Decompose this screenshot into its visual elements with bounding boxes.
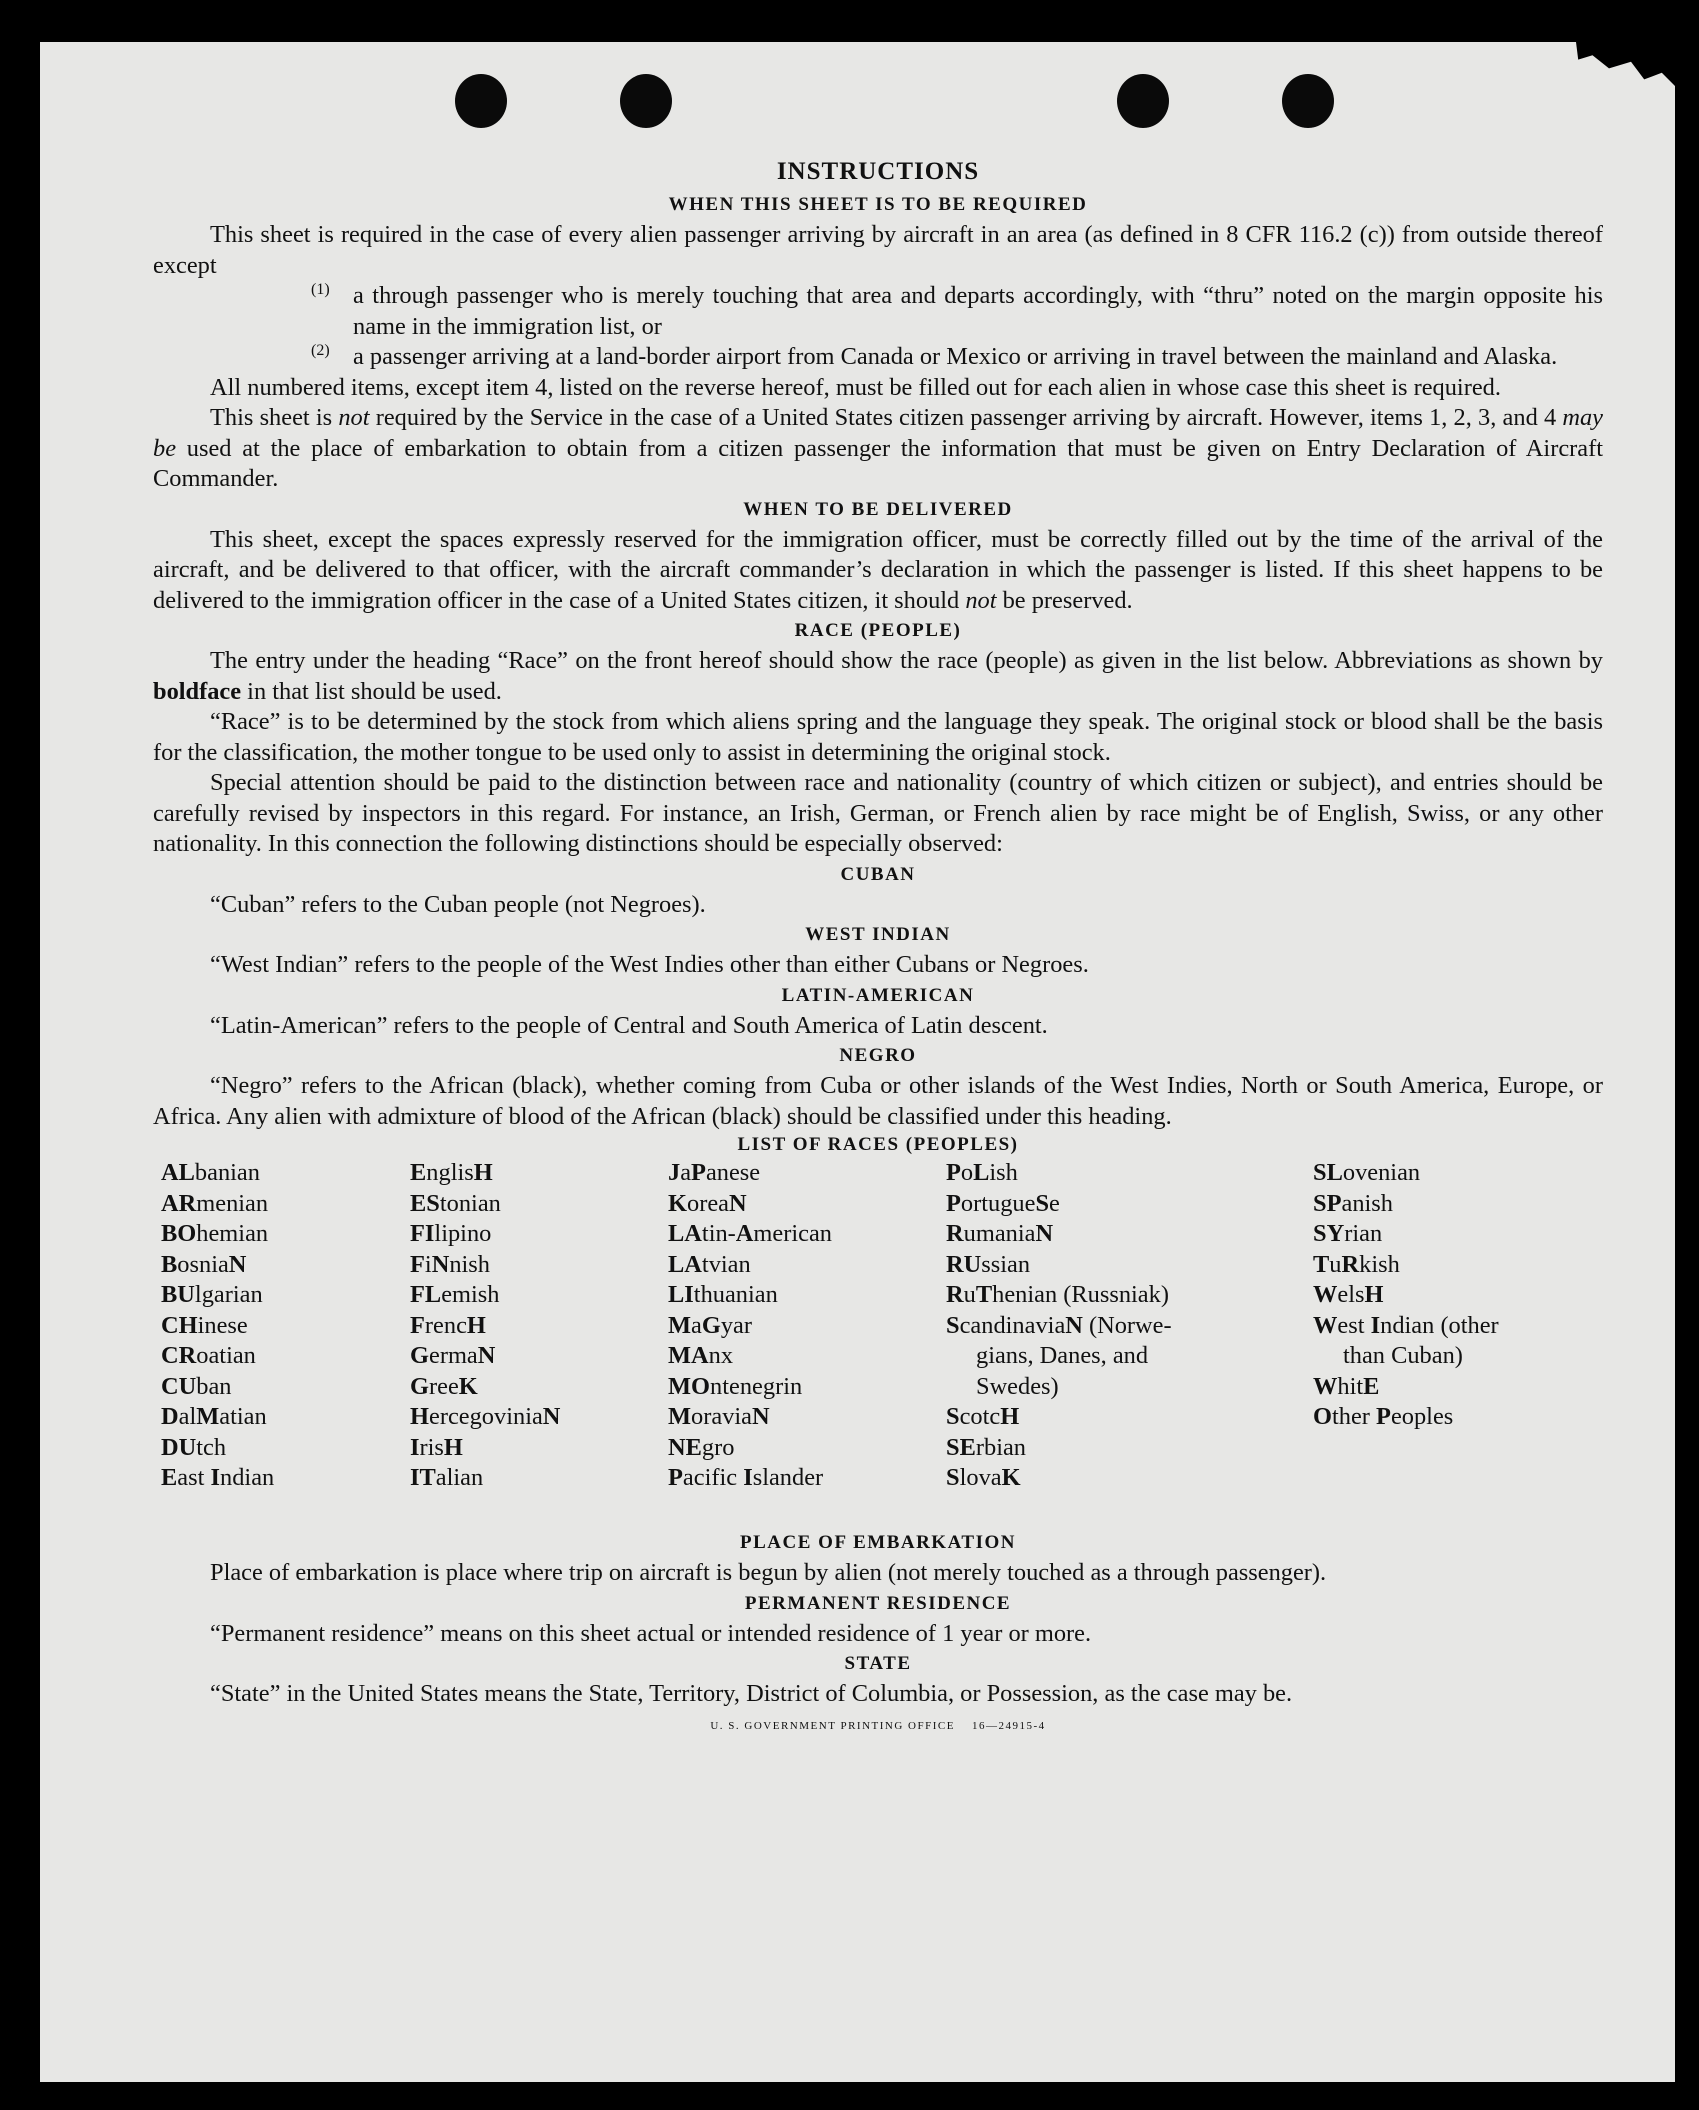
race-entry: West Indian (other — [1313, 1311, 1499, 1339]
races-column-2 — [410, 1158, 560, 1494]
page-title: INSTRUCTIONS — [776, 158, 980, 185]
punch-hole-2 — [620, 74, 672, 128]
race-entry: than Cuban) — [1343, 1342, 1463, 1369]
race-entry: MoraviaN — [668, 1403, 770, 1430]
race-entry: LAtvian — [668, 1250, 751, 1278]
negro-paragraph: “Negro” refers to the African (black), whether coming from Cuba or other islands of the West Indies, North or South America, Europe, or Africa. Any alien with admixture of blood of the African (black) should be classified under this heading. — [153, 1072, 1603, 1130]
race-entry: ScotcH — [946, 1403, 1020, 1430]
races-column-4 — [946, 1158, 1172, 1494]
torn-corner — [1565, 42, 1675, 86]
item-number: (2) — [311, 342, 330, 359]
emphasis-may-be: may be — [153, 404, 1603, 462]
race-entry: DUtch — [161, 1433, 227, 1461]
punch-hole-3 — [1117, 74, 1169, 128]
embarkation-paragraph: Place of embarkation is place where trip on aircraft is begun by alien (not merely touched as a through passenger). — [210, 1559, 1327, 1586]
race-entry: JaPanese — [668, 1159, 761, 1186]
race-entry: ITalian — [410, 1464, 484, 1491]
heading-west-indian: WEST INDIAN — [805, 924, 951, 945]
race-entry: EnglisH — [410, 1159, 493, 1186]
document-sheet — [40, 42, 1675, 2082]
races-column-1 — [161, 1158, 274, 1494]
latin-american-paragraph: “Latin-American” refers to the people of Central and South America of Latin descent. — [210, 1011, 1048, 1039]
punch-hole-4 — [1282, 74, 1334, 128]
race-entry: LAtin-American — [668, 1220, 832, 1247]
race-entry: FIlipino — [410, 1220, 492, 1247]
race-entry: Swedes) — [976, 1372, 1059, 1400]
citizen-paragraph: This sheet is not required by the Service in the case of a United States citizen passenger arriving by aircraft. However, items 1, 2, 3, and 4 may be used at the place of embarkation to obtain from a citizen passenger the information that must be given on Entry Declaration of Aircraft Commander. — [153, 404, 1603, 492]
heading-permanent-residence: PERMANENT RESIDENCE — [744, 1592, 1012, 1614]
heading-state: STATE — [844, 1653, 912, 1674]
race-entry: FrencH — [410, 1311, 486, 1339]
race-entry: ScandinaviaN (Norwe- — [946, 1311, 1172, 1339]
heading-place-of-embarkation: PLACE OF EMBARKATION — [740, 1532, 1016, 1553]
race-entry: DalMatian — [161, 1403, 267, 1430]
race-entry: BUlgarian — [161, 1281, 263, 1308]
cuban-paragraph: “Cuban” refers to the Cuban people (not Negroes). — [210, 890, 706, 918]
race-entry: SPanish — [1313, 1189, 1393, 1217]
race-entry: CRoatian — [161, 1342, 256, 1369]
race-entry: GermaN — [410, 1342, 496, 1369]
race-entry: KoreaN — [668, 1189, 747, 1217]
race-entry: LIthuanian — [668, 1281, 778, 1308]
race-paragraph-3: Special attention should be paid to the distinction between race and nationality (country of which citizen or subject), and entries should be carefully revised by inspectors in this regard. For instance, an Irish, German, or French alien by race might be of English, Swiss, or any other nationality. In this connection the following distinctions should be especially observed: — [153, 769, 1603, 857]
race-entry: RumaniaN — [946, 1220, 1054, 1247]
race-entry: MaGyar — [668, 1311, 752, 1339]
race-entry: TuRkish — [1313, 1250, 1400, 1278]
race-entry: WelsH — [1313, 1281, 1384, 1308]
emphasis-not: not — [338, 404, 370, 431]
race-entry: SlovaK — [946, 1464, 1021, 1491]
residence-paragraph: “Permanent residence” means on this sheet actual or intended residence of 1 year or more. — [210, 1619, 1092, 1647]
when-required-intro: This sheet is required in the case of every alien passenger arriving by aircraft in an area (as defined in 8 CFR 116.2 (c)) from outside thereof except — [153, 221, 1603, 279]
race-entry: EStonian — [410, 1189, 501, 1217]
race-entry: SYrian — [1313, 1220, 1383, 1247]
race-entry: CUban — [161, 1372, 232, 1400]
exception-item-1 — [153, 281, 1603, 342]
emphasis-boldface: boldface — [153, 677, 242, 705]
west-indian-paragraph: “West Indian” refers to the people of the West Indies other than either Cubans or Negroes. — [210, 951, 1089, 978]
race-entry: Other Peoples — [1313, 1403, 1454, 1430]
race-entry: gians, Danes, and — [976, 1342, 1149, 1369]
race-entry: ARmenian — [161, 1189, 269, 1217]
race-entry: ALbanian — [161, 1159, 260, 1186]
list-of-races — [153, 1158, 1603, 1528]
race-entry: MOntenegrin — [668, 1372, 803, 1400]
item-text: a passenger arriving at a land-border airport from Canada or Mexico or arriving in travel between the mainland and Alaska. — [353, 343, 1558, 370]
race-entry: SLovenian — [1313, 1159, 1421, 1186]
instructions-content — [153, 154, 1603, 1732]
race-entry: FiNnish — [410, 1250, 490, 1278]
emphasis-not: not — [965, 586, 997, 614]
heading-race: RACE (PEOPLE) — [794, 620, 962, 641]
state-paragraph: “State” in the United States means the State, Territory, District of Columbia, or Possession, as the case may be. — [210, 1680, 1293, 1707]
heading-list-of-races: LIST OF RACES (PEOPLES) — [737, 1134, 1019, 1155]
race-entry: WhitE — [1313, 1372, 1380, 1400]
heading-when-required: WHEN THIS SHEET IS TO BE REQUIRED — [668, 194, 1088, 215]
heading-cuban: CUBAN — [840, 863, 916, 885]
numbered-items-paragraph: All numbered items, except item 4, listed on the reverse hereof, must be filled out for each alien in whose case this sheet is required. — [210, 373, 1501, 401]
race-entry: PortugueSe — [946, 1189, 1060, 1217]
race-entry: SErbian — [946, 1433, 1026, 1461]
heading-when-delivered: WHEN TO BE DELIVERED — [743, 498, 1013, 520]
race-entry: RUssian — [946, 1250, 1031, 1278]
races-column-3 — [668, 1158, 832, 1494]
race-entry: NEgro — [668, 1433, 735, 1461]
race-entry: FLemish — [410, 1281, 500, 1308]
race-entry: RuThenian (Russniak) — [946, 1281, 1169, 1308]
race-entry: MAnx — [668, 1342, 734, 1369]
race-paragraph-2: “Race” is to be determined by the stock from which aliens spring and the language they speak. The original stock or blood shall be the basis for the classification, the mother tongue to be used only to assist in determining the original stock. — [153, 708, 1603, 766]
race-entry: CHinese — [161, 1311, 248, 1339]
exception-item-2 — [153, 342, 1603, 373]
heading-latin-american: LATIN-AMERICAN — [781, 984, 975, 1006]
race-entry: GreeK — [410, 1372, 478, 1400]
race-entry: IrisH — [410, 1433, 463, 1461]
race-entry: East Indian — [161, 1464, 275, 1491]
race-entry: PoLish — [946, 1159, 1018, 1186]
when-delivered-paragraph: This sheet, except the spaces expressly reserved for the immigration officer, must be correctly filled out by the time of the arrival of the aircraft, and be delivered to that officer, with the aircraft commander’s declaration in which the passenger is listed. If this sheet happens to be delivered to the immigration officer in the case of a United States citizen, it should not be preserved. — [153, 525, 1603, 614]
races-column-5 — [1313, 1158, 1499, 1433]
printing-office-footer: U. S. GOVERNMENT PRINTING OFFICE 16—24915-4 — [710, 1719, 1046, 1732]
punch-hole-1 — [455, 74, 507, 128]
item-text: a through passenger who is merely touching that area and departs accordingly, with “thru” noted on the margin opposite his name in the immigration list, or — [353, 282, 1603, 340]
item-number: (1) — [311, 281, 330, 298]
heading-negro: NEGRO — [839, 1045, 917, 1066]
race-paragraph-1: The entry under the heading “Race” on the front hereof should show the race (people) as given in the list below. Abbreviations as shown by boldface in that list should be used. — [153, 647, 1603, 705]
race-entry: BOhemian — [161, 1220, 269, 1247]
race-entry: HercegoviniaN — [410, 1403, 561, 1430]
race-entry: BosniaN — [161, 1250, 247, 1278]
race-entry: Pacific Islander — [668, 1464, 824, 1491]
